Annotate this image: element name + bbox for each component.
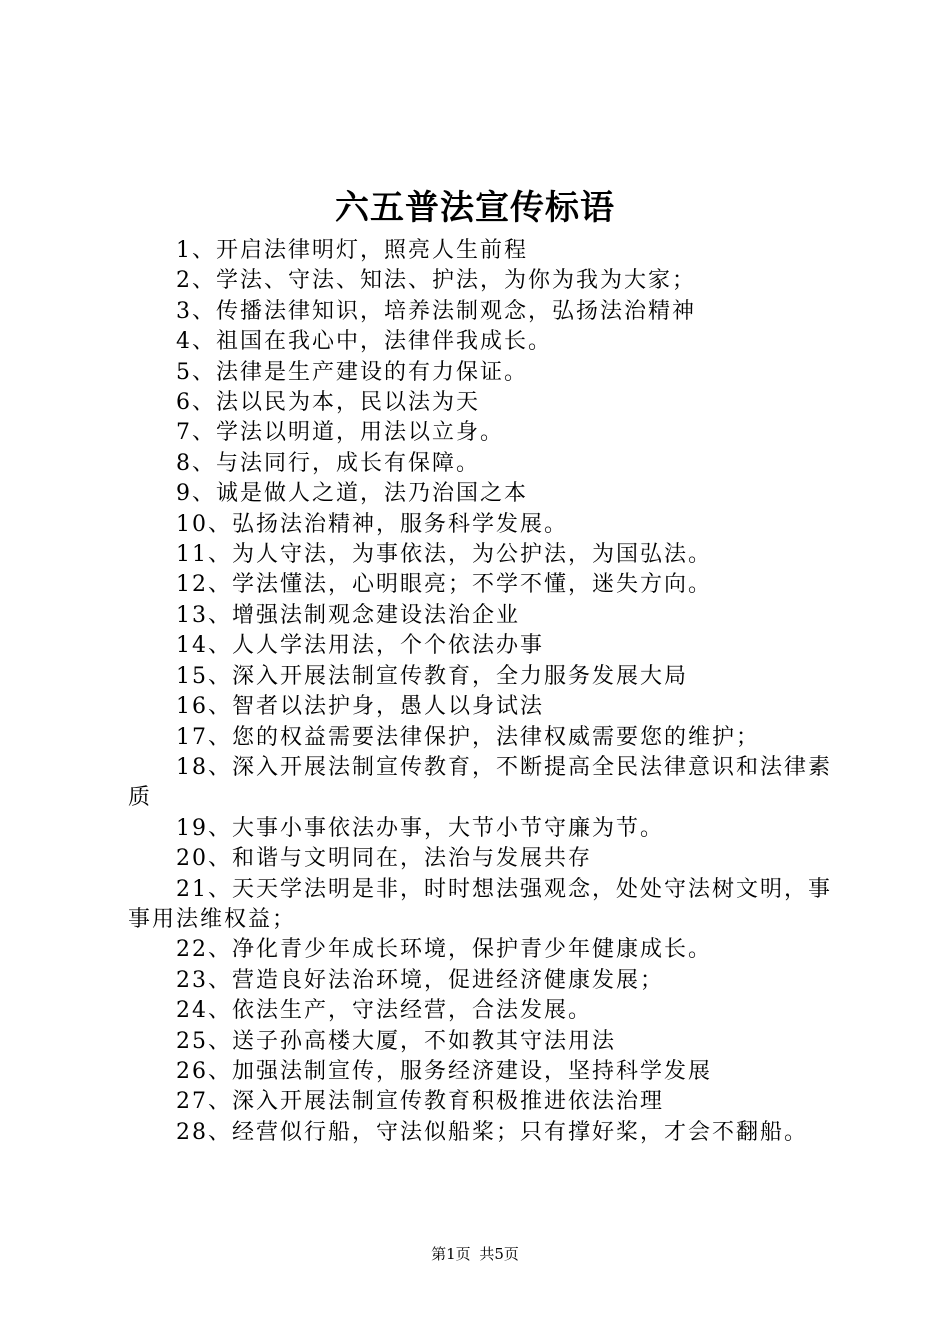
slogan-item: 1、开启法律明灯，照亮人生前程	[176, 238, 528, 263]
slogan-item: 23、营造良好法治环境，促进经济健康发展；	[176, 967, 664, 993]
slogan-item: 11、为人守法，为事依法，为公护法，为国弘法。	[176, 542, 712, 568]
slogan-item: 13、增强法制观念建设法治企业	[176, 602, 520, 628]
slogan-item: 3、传播法律知识，培养法制观念，弘扬法治精神	[176, 298, 696, 324]
slogan-item: 17、您的权益需要法律保护，法律权威需要您的维护；	[176, 724, 760, 750]
slogan-item: 14、人人学法用法，个个依法办事	[176, 633, 544, 659]
slogan-item: 26、加强法制宣传，服务经济建设，坚持科学发展	[176, 1058, 712, 1084]
slogan-item: 25、送子孙高楼大厦，不如教其守法用法	[176, 1028, 616, 1054]
slogan-item: 5、法律是生产建设的有力保证。	[176, 359, 528, 385]
slogan-item: 20、和谐与文明同在，法治与发展共存	[176, 846, 592, 872]
slogan-item: 16、智者以法护身，愚人以身试法	[176, 694, 544, 720]
slogan-item: 27、深入开展法制宣传教育积极推进依法治理	[176, 1089, 664, 1115]
document-title: 六五普法宣传标语	[335, 188, 615, 228]
slogan-item: 12、学法懂法，心明眼亮；不学不懂，迷失方向。	[176, 572, 712, 598]
slogan-item: 19、大事小事依法办事，大节小节守廉为节。	[176, 815, 664, 841]
slogan-item: 15、深入开展法制宣传教育，全力服务发展大局	[176, 663, 688, 689]
slogan-item: 21、天天学法明是非，时时想法强观念，处处守法树文明，事事用法维权益；	[128, 876, 832, 932]
slogan-item: 8、与法同行，成长有保障。	[176, 450, 480, 476]
slogan-list	[128, 236, 840, 1148]
slogan-item: 10、弘扬法治精神，服务科学发展。	[176, 511, 568, 537]
slogan-item: 28、经营似行船，守法似船桨；只有撑好桨，才会不翻船。	[176, 1119, 808, 1145]
slogan-item: 4、祖国在我心中，法律伴我成长。	[176, 329, 552, 355]
slogan-item: 7、学法以明道，用法以立身。	[176, 420, 504, 446]
slogan-item: 2、学法、守法、知法、护法，为你为我为大家；	[176, 268, 696, 294]
slogan-item: 6、法以民为本，民以法为天	[176, 390, 480, 416]
slogan-item: 18、深入开展法制宣传教育，不断提高全民法律意识和法律素质	[128, 754, 832, 811]
slogan-item: 9、诚是做人之道，法乃治国之本	[176, 481, 528, 507]
page-number-footer: 第1页 共5页	[431, 1245, 519, 1263]
slogan-item: 22、净化青少年成长环境，保护青少年健康成长。	[176, 937, 712, 963]
slogan-item: 24、依法生产，守法经营，合法发展。	[176, 998, 592, 1024]
